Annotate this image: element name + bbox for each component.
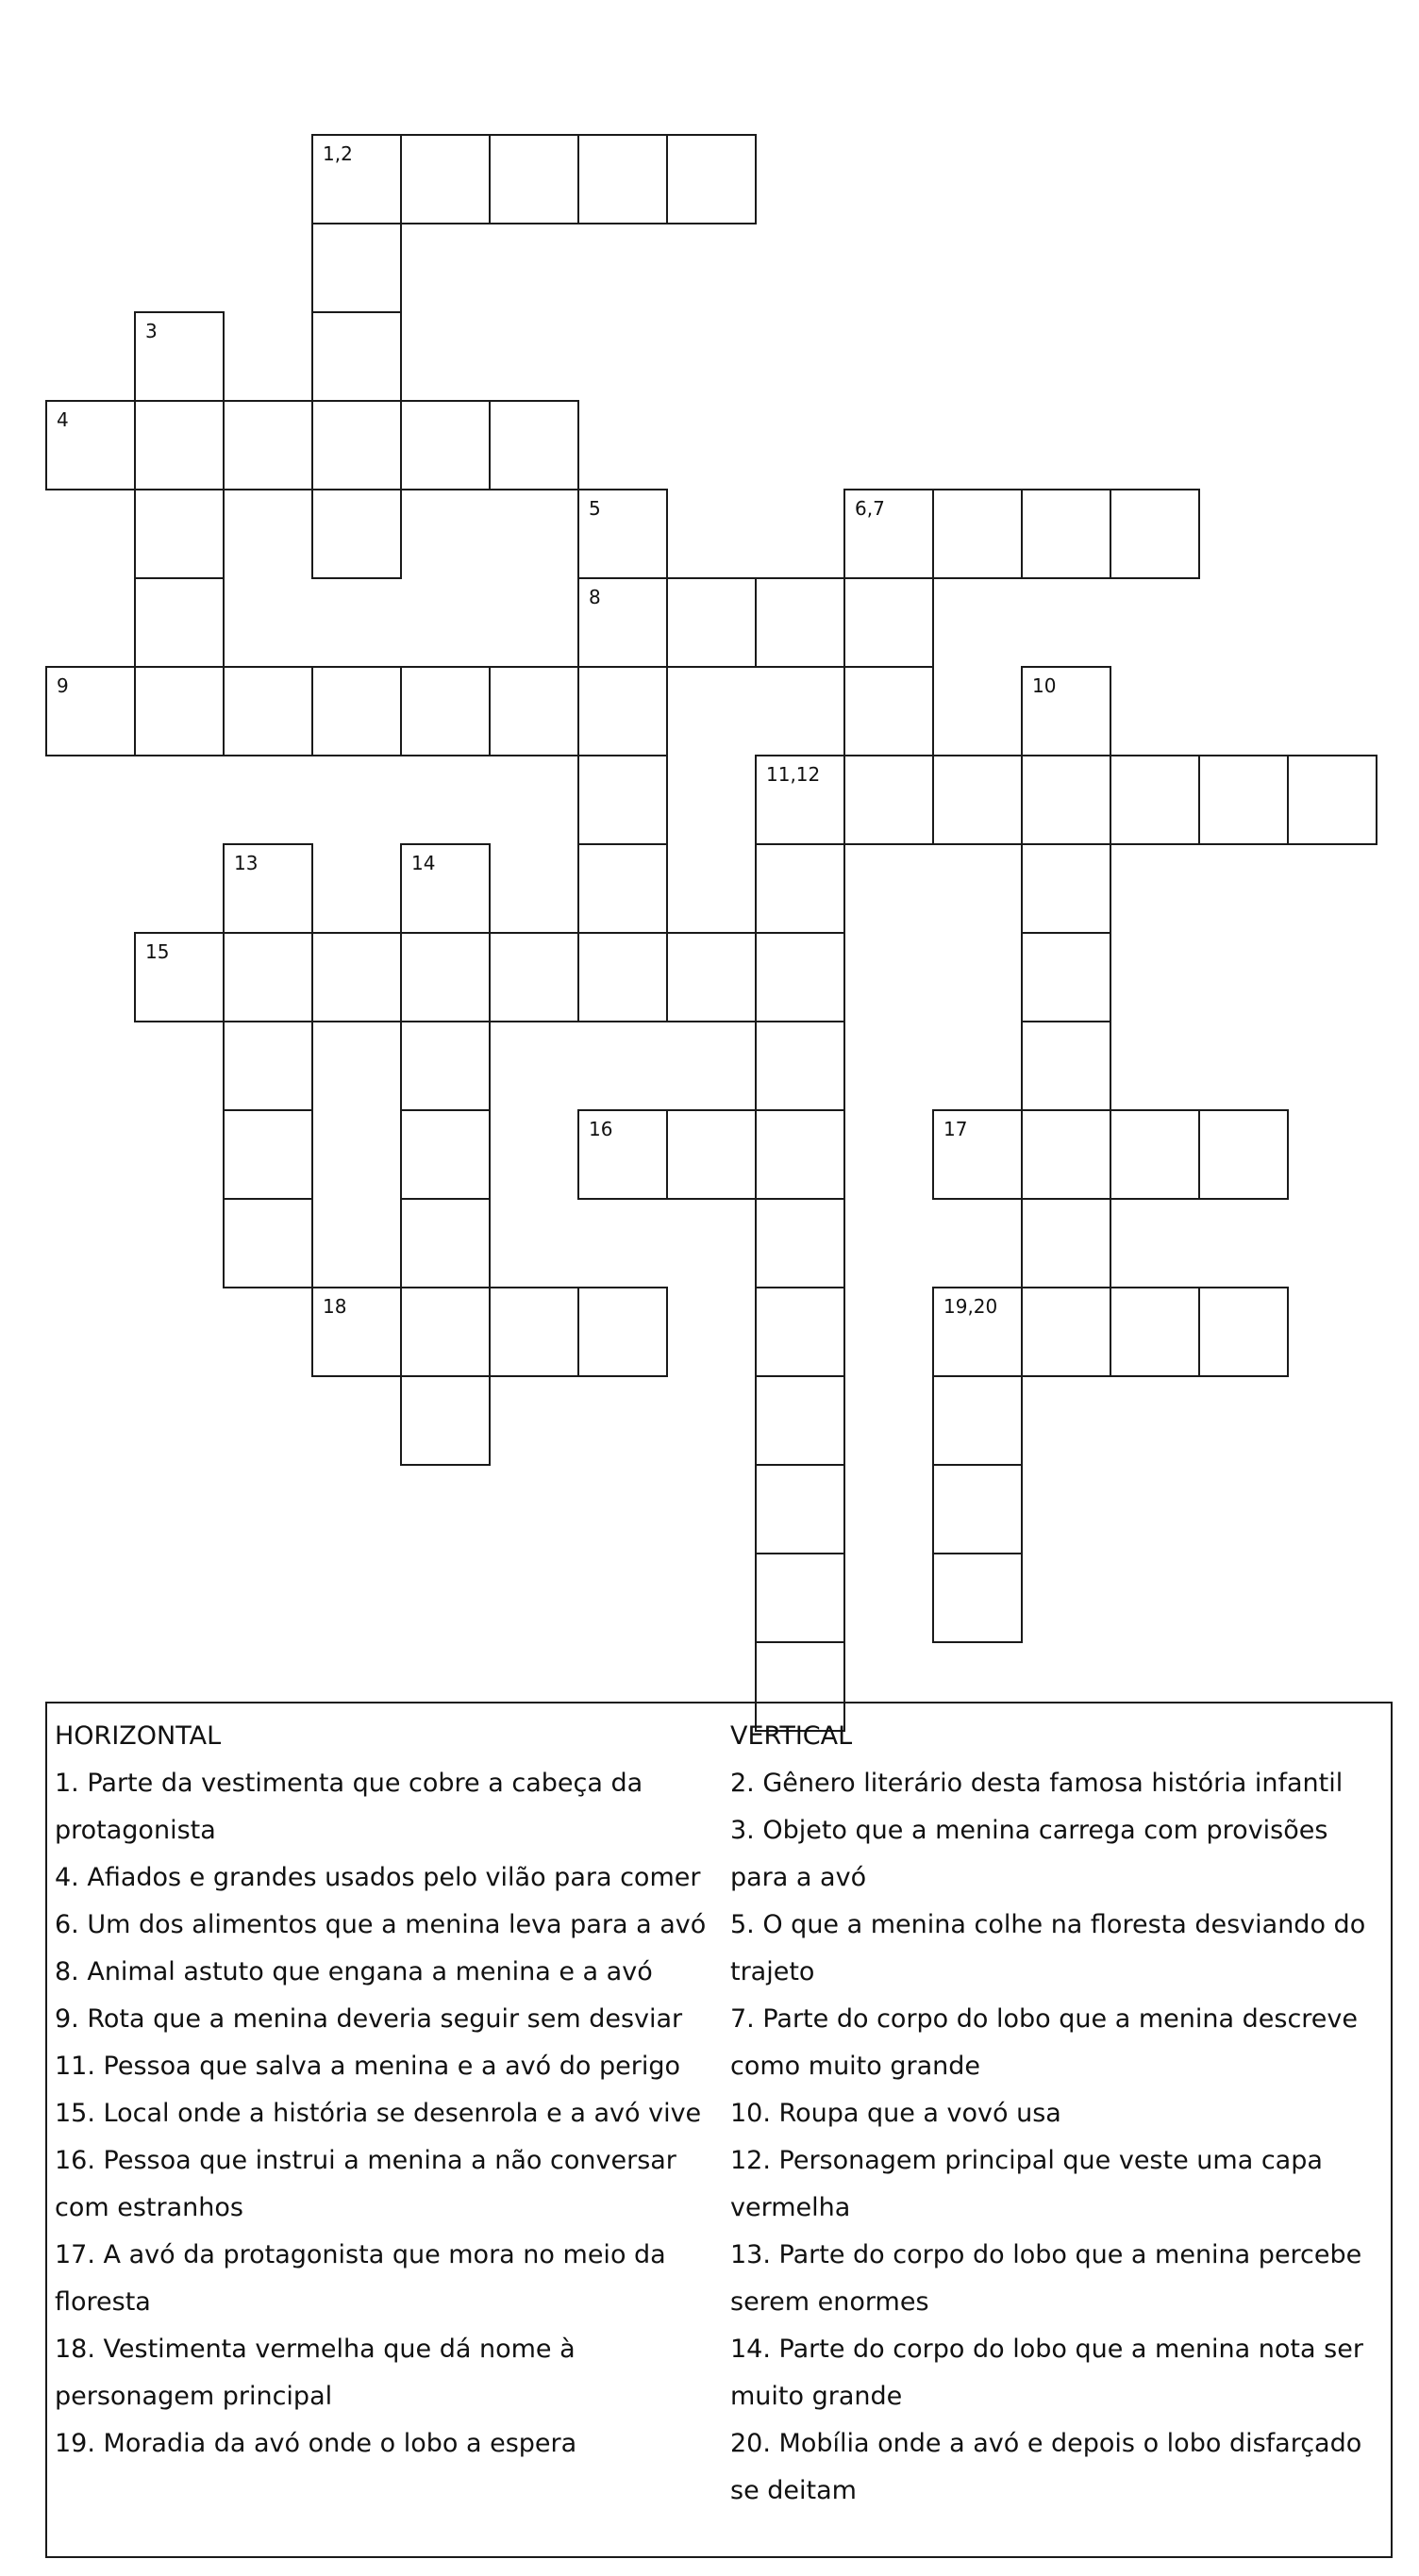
clue-v-12: 12. Personagem principal que veste uma capa vermelha [730, 2146, 1323, 2222]
grid-cell[interactable] [400, 400, 491, 490]
grid-cell[interactable] [223, 1021, 313, 1111]
clue-number: 5 [589, 497, 601, 520]
grid-cell[interactable] [1198, 1287, 1289, 1377]
grid-cell[interactable] [311, 311, 402, 402]
grid-cell[interactable] [1021, 1109, 1111, 1200]
grid-cell[interactable] [400, 843, 491, 934]
grid-cell[interactable] [134, 489, 225, 579]
clue-h-1: 1. Parte da vestimenta que cobre a cabeça da protagonista [55, 1769, 643, 1845]
grid-cell[interactable] [843, 755, 934, 845]
grid-cell[interactable] [755, 755, 845, 845]
clue-number: 18 [323, 1295, 347, 1318]
clue-number: 11,12 [766, 763, 821, 786]
grid-cell[interactable] [134, 577, 225, 668]
clues-box [45, 1702, 1393, 2558]
grid-cell[interactable] [932, 755, 1023, 845]
grid-cell[interactable] [577, 1287, 668, 1377]
grid-cell[interactable] [400, 134, 491, 224]
grid-cell[interactable] [1110, 1287, 1200, 1377]
grid-cell[interactable] [1021, 1198, 1111, 1288]
grid-cell[interactable] [843, 577, 934, 668]
grid-cell[interactable] [1021, 843, 1111, 934]
clue-number: 13 [234, 852, 259, 874]
grid-cell[interactable] [134, 932, 225, 1022]
grid-cell[interactable] [400, 666, 491, 756]
grid-cell[interactable] [400, 1287, 491, 1377]
grid-cell[interactable] [134, 400, 225, 490]
grid-cell[interactable] [223, 1198, 313, 1288]
grid-cell[interactable] [400, 932, 491, 1022]
clue-number: 15 [145, 940, 170, 963]
grid-cell[interactable] [489, 400, 579, 490]
grid-cell[interactable] [1021, 666, 1111, 756]
grid-cell[interactable] [755, 1021, 845, 1111]
grid-cell[interactable] [311, 489, 402, 579]
grid-cell[interactable] [489, 932, 579, 1022]
clue-number: 1,2 [323, 142, 353, 165]
clue-h-16: 16. Pessoa que instrui a menina a não conversar com estranhos [55, 2146, 676, 2222]
clue-h-4: 4. Afiados e grandes usados pelo vilão para comer [55, 1863, 701, 1892]
clue-v-20: 20. Mobília onde a avó e depois o lobo disfarçado se deitam [730, 2429, 1362, 2505]
grid-cell[interactable] [755, 1375, 845, 1466]
grid-cell[interactable] [134, 666, 225, 756]
clue-v-14: 14. Parte do corpo do lobo que a menina nota ser muito grande [730, 2335, 1363, 2411]
grid-cell[interactable] [1287, 755, 1377, 845]
grid-cell[interactable] [400, 1198, 491, 1288]
grid-cell[interactable] [1021, 489, 1111, 579]
clue-h-18: 18. Vestimenta vermelha que dá nome à personagem principal [55, 2335, 576, 2411]
grid-cell[interactable] [311, 134, 402, 224]
grid-cell[interactable] [1021, 932, 1111, 1022]
grid-cell[interactable] [577, 1109, 668, 1200]
grid-cell[interactable] [932, 1464, 1023, 1554]
clue-v-2: 2. Gênero literário desta famosa história infantil [730, 1769, 1344, 1798]
grid-cell[interactable] [223, 666, 313, 756]
clue-v-3: 3. Objeto que a menina carrega com provisões para a avó [730, 1816, 1328, 1892]
grid-cell[interactable] [666, 577, 757, 668]
clue-number: 6,7 [855, 497, 885, 520]
clue-number: 14 [411, 852, 436, 874]
grid-cell[interactable] [1021, 1287, 1111, 1377]
grid-cell[interactable] [577, 843, 668, 934]
grid-cell[interactable] [755, 932, 845, 1022]
grid-cell[interactable] [223, 400, 313, 490]
grid-cell[interactable] [223, 843, 313, 934]
grid-cell[interactable] [400, 1021, 491, 1111]
grid-cell[interactable] [755, 1109, 845, 1200]
grid-cell[interactable] [755, 1553, 845, 1643]
clue-number: 3 [145, 320, 158, 342]
grid-cell[interactable] [577, 489, 668, 579]
vertical-clues [730, 1713, 1391, 2515]
grid-cell[interactable] [1021, 1021, 1111, 1111]
clue-v-13: 13. Parte do corpo do lobo que a menina percebe serem enormes [730, 2240, 1362, 2317]
grid-cell[interactable] [400, 1375, 491, 1466]
clue-number: 16 [589, 1118, 613, 1140]
grid-cell[interactable] [577, 755, 668, 845]
grid-cell[interactable] [755, 577, 845, 668]
grid-cell[interactable] [311, 1287, 402, 1377]
grid-cell[interactable] [489, 1287, 579, 1377]
clue-number: 17 [943, 1118, 968, 1140]
grid-cell[interactable] [577, 134, 668, 224]
grid-cell[interactable] [223, 1109, 313, 1200]
clue-number: 4 [57, 408, 69, 431]
clue-h-9: 9. Rota que a menina deveria seguir sem desviar [55, 2004, 683, 2034]
grid-cell[interactable] [932, 1287, 1023, 1377]
grid-cell[interactable] [932, 1109, 1023, 1200]
grid-cell[interactable] [577, 666, 668, 756]
grid-cell[interactable] [755, 843, 845, 934]
grid-cell[interactable] [311, 932, 402, 1022]
grid-cell[interactable] [932, 1375, 1023, 1466]
grid-cell[interactable] [400, 1109, 491, 1200]
grid-cell[interactable] [223, 932, 313, 1022]
clue-number: 8 [589, 586, 601, 608]
grid-cell[interactable] [1110, 755, 1200, 845]
clue-number: 9 [57, 674, 69, 697]
grid-cell[interactable] [311, 666, 402, 756]
clue-h-11: 11. Pessoa que salva a menina e a avó do perigo [55, 2052, 680, 2081]
grid-cell[interactable] [932, 489, 1023, 579]
grid-cell[interactable] [1198, 755, 1289, 845]
clue-v-10: 10. Roupa que a vovó usa [730, 2099, 1061, 2128]
grid-cell[interactable] [666, 134, 757, 224]
grid-cell[interactable] [1021, 755, 1111, 845]
grid-cell[interactable] [577, 932, 668, 1022]
grid-cell[interactable] [45, 400, 136, 490]
vertical-heading: VERTICAL [730, 1721, 853, 1751]
grid-cell[interactable] [666, 1109, 757, 1200]
clue-h-17: 17. A avó da protagonista que mora no meio da floresta [55, 2240, 666, 2317]
grid-cell[interactable] [755, 1464, 845, 1554]
grid-cell[interactable] [843, 489, 934, 579]
horizontal-heading: HORIZONTAL [55, 1721, 222, 1751]
grid-cell[interactable] [489, 134, 579, 224]
clue-number: 10 [1032, 674, 1057, 697]
grid-cell[interactable] [311, 223, 402, 313]
grid-cell[interactable] [755, 1198, 845, 1288]
grid-cell[interactable] [1110, 489, 1200, 579]
clue-h-8: 8. Animal astuto que engana a menina e a avó [55, 1957, 653, 1986]
clue-h-19: 19. Moradia da avó onde o lobo a espera [55, 2429, 577, 2458]
horizontal-clues [55, 1713, 715, 2468]
grid-cell[interactable] [134, 311, 225, 402]
grid-cell[interactable] [577, 577, 668, 668]
grid-cell[interactable] [843, 666, 934, 756]
grid-cell[interactable] [1198, 1109, 1289, 1200]
clue-v-7: 7. Parte do corpo do lobo que a menina descreve como muito grande [730, 2004, 1358, 2081]
grid-cell[interactable] [311, 400, 402, 490]
grid-cell[interactable] [755, 1287, 845, 1377]
clue-number: 19,20 [943, 1295, 998, 1318]
grid-cell[interactable] [45, 666, 136, 756]
grid-cell[interactable] [666, 932, 757, 1022]
clue-h-15: 15. Local onde a história se desenrola e a avó vive [55, 2099, 702, 2128]
grid-cell[interactable] [489, 666, 579, 756]
grid-cell[interactable] [1110, 1109, 1200, 1200]
grid-cell[interactable] [932, 1553, 1023, 1643]
clue-h-6: 6. Um dos alimentos que a menina leva para a avó [55, 1910, 707, 1939]
clue-v-5: 5. O que a menina colhe na floresta desviando do trajeto [730, 1910, 1366, 1986]
